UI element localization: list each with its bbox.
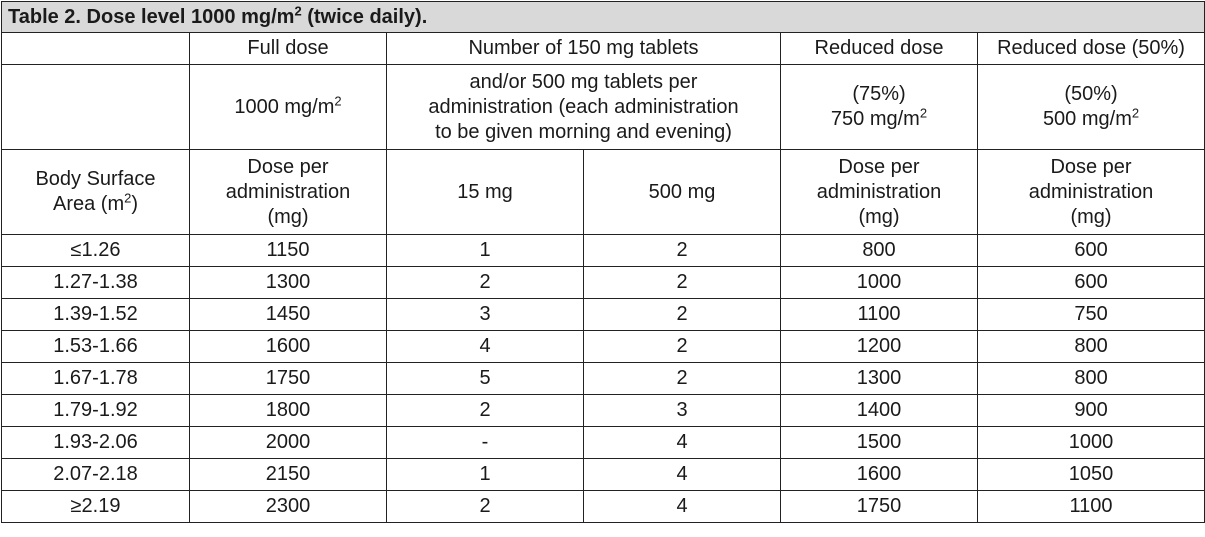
header-row-2 <box>2 65 1205 150</box>
full-dose-cell: 1150 <box>190 235 387 267</box>
tablets-500-cell: 2 <box>584 299 781 331</box>
tablets-500-cell: 2 <box>584 363 781 395</box>
reduced-75-cell: 1300 <box>781 363 978 395</box>
reduced-50-cell: 1050 <box>978 459 1205 491</box>
bsa-cell: 2.07-2.18 <box>2 459 190 491</box>
tablets-15-cell: 2 <box>387 491 584 523</box>
reduced-50-cell: 600 <box>978 235 1205 267</box>
reduced-50-cell: 800 <box>978 363 1205 395</box>
tablets-500-cell: 2 <box>584 331 781 363</box>
header-tablets-description: and/or 500 mg tablets per administration (each administration to be given morning and evening) <box>387 65 781 150</box>
bsa-cell: 1.39-1.52 <box>2 299 190 331</box>
header-full-dose: Full dose <box>190 33 387 65</box>
table-row <box>2 235 1205 267</box>
reduced-75-cell: 800 <box>781 235 978 267</box>
bsa-cell: ≥2.19 <box>2 491 190 523</box>
reduced-75-cell: 1000 <box>781 267 978 299</box>
table-title-row <box>2 2 1205 33</box>
reduced-75-cell: 1500 <box>781 427 978 459</box>
header-full-dose-value: 1000 $mg/m^2$ <box>190 65 387 150</box>
reduced-50-cell: 800 <box>978 331 1205 363</box>
reduced-75-cell: 1200 <box>781 331 978 363</box>
reduced-75-cell: 1100 <box>781 299 978 331</box>
header-bsa: Body Surface Area $(m^2)$ <box>2 150 190 235</box>
table-row <box>2 427 1205 459</box>
header-empty-cell <box>2 65 190 150</box>
reduced-50-cell: 600 <box>978 267 1205 299</box>
tablets-500-cell: 4 <box>584 427 781 459</box>
header-empty-cell <box>2 33 190 65</box>
full-dose-cell: 2300 <box>190 491 387 523</box>
reduced-50-cell: 900 <box>978 395 1205 427</box>
reduced-50-cell: 750 <box>978 299 1205 331</box>
table-row <box>2 267 1205 299</box>
header-dose-50: Dose per administration (mg) <box>978 150 1205 235</box>
full-dose-cell: 1800 <box>190 395 387 427</box>
bsa-cell: ≤1.26 <box>2 235 190 267</box>
table-row <box>2 459 1205 491</box>
bsa-cell: 1.67-1.78 <box>2 363 190 395</box>
bsa-cell: 1.93-2.06 <box>2 427 190 459</box>
tablets-15-cell: 2 <box>387 267 584 299</box>
header-dose-per-admin: Dose per administration (mg) <box>190 150 387 235</box>
tablets-15-cell: 2 <box>387 395 584 427</box>
tablets-15-cell: 5 <box>387 363 584 395</box>
header-reduced-75: Reduced dose <box>781 33 978 65</box>
tablets-500-cell: 2 <box>584 235 781 267</box>
header-reduced-75-value: (75%) 750 $mg/m^2$ <box>781 65 978 150</box>
header-reduced-50: Reduced dose (50%) <box>978 33 1205 65</box>
tablets-15-cell: 1 <box>387 459 584 491</box>
tablets-15-cell: 3 <box>387 299 584 331</box>
header-dose-75: Dose per administration (mg) <box>781 150 978 235</box>
tablets-15-cell: 1 <box>387 235 584 267</box>
tablets-500-cell: 4 <box>584 459 781 491</box>
table-row <box>2 491 1205 523</box>
table-row <box>2 331 1205 363</box>
reduced-75-cell: 1400 <box>781 395 978 427</box>
bsa-cell: 1.27-1.38 <box>2 267 190 299</box>
full-dose-cell: 1300 <box>190 267 387 299</box>
table-row <box>2 395 1205 427</box>
full-dose-cell: 2000 <box>190 427 387 459</box>
header-row-3 <box>2 150 1205 235</box>
reduced-75-cell: 1600 <box>781 459 978 491</box>
full-dose-cell: 2150 <box>190 459 387 491</box>
tablets-500-cell: 2 <box>584 267 781 299</box>
tablets-500-cell: 4 <box>584 491 781 523</box>
header-tablets: Number of 150 mg tablets <box>387 33 781 65</box>
tablets-15-cell: - <box>387 427 584 459</box>
bsa-cell: 1.53-1.66 <box>2 331 190 363</box>
header-500mg: 500 mg <box>584 150 781 235</box>
full-dose-cell: 1600 <box>190 331 387 363</box>
reduced-50-cell: 1100 <box>978 491 1205 523</box>
full-dose-cell: 1750 <box>190 363 387 395</box>
table-title: Table 2. Dose level 1000 $mg/m^2$ (twice daily). <box>2 2 1205 33</box>
bsa-cell: 1.79-1.92 <box>2 395 190 427</box>
tablets-15-cell: 4 <box>387 331 584 363</box>
reduced-75-cell: 1750 <box>781 491 978 523</box>
header-15mg: 15 mg <box>387 150 584 235</box>
reduced-50-cell: 1000 <box>978 427 1205 459</box>
full-dose-cell: 1450 <box>190 299 387 331</box>
header-row-1 <box>2 33 1205 65</box>
table-row <box>2 299 1205 331</box>
tablets-500-cell: 3 <box>584 395 781 427</box>
table-row <box>2 363 1205 395</box>
header-reduced-50-value: (50%) 500 $mg/m^2$ <box>978 65 1205 150</box>
dose-table <box>1 1 1205 523</box>
